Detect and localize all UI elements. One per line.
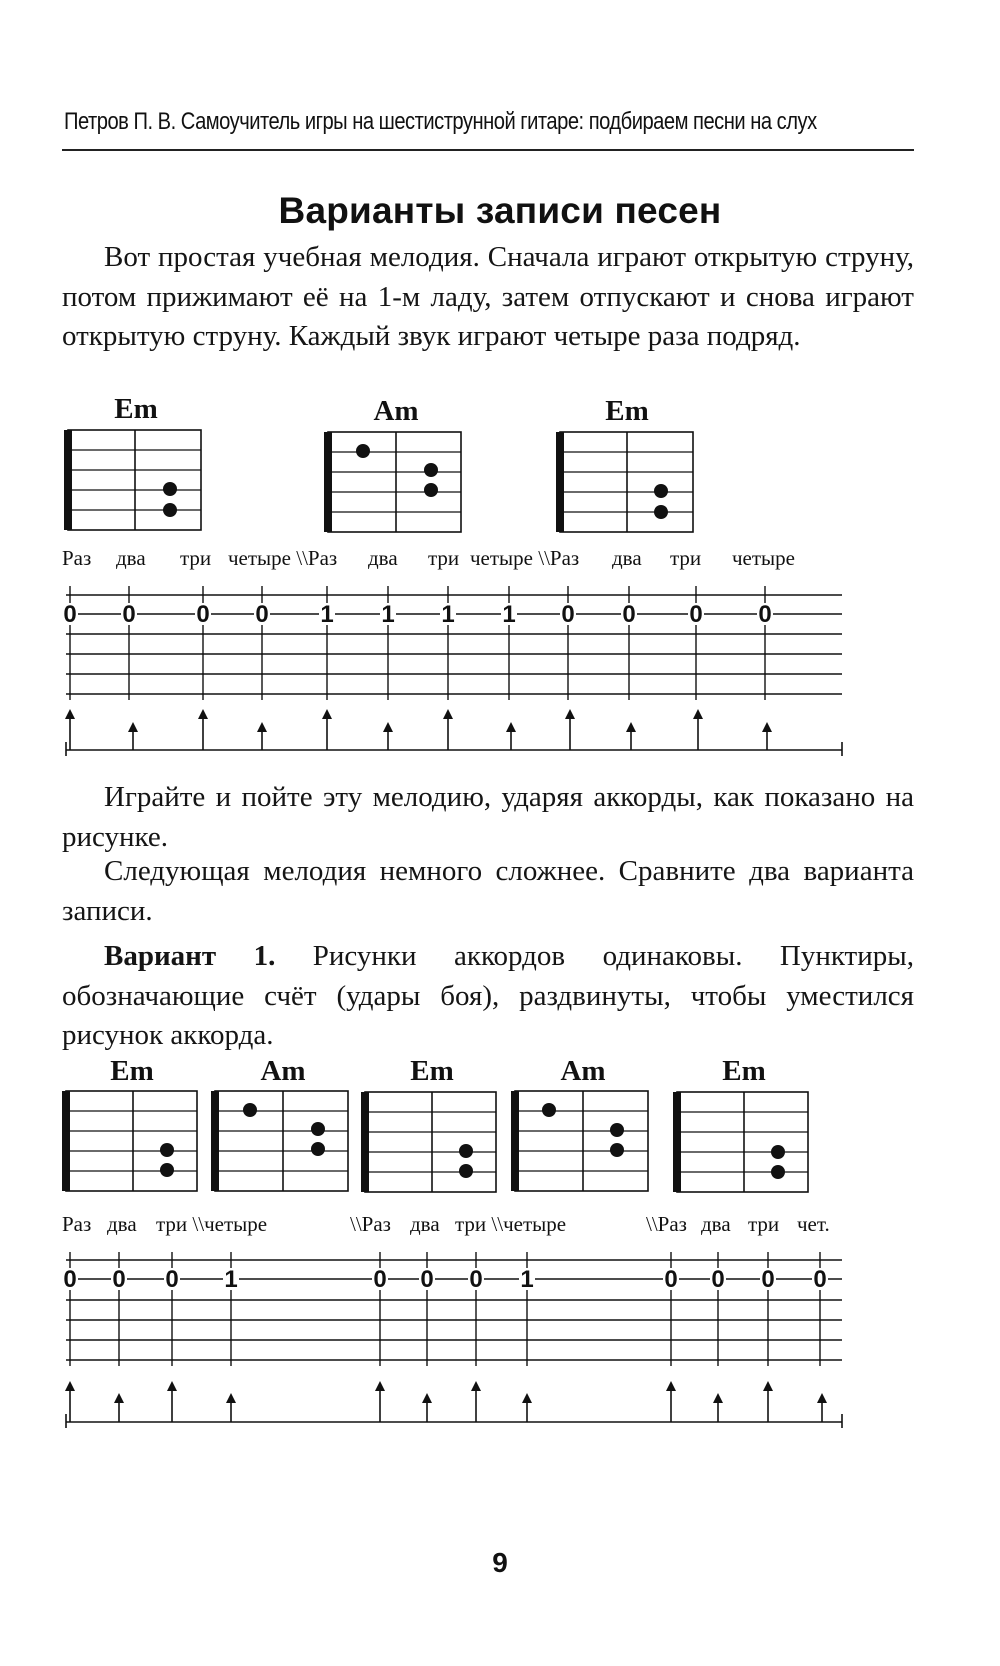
ex2-chord-diagram-4 <box>515 1091 648 1191</box>
ex2-chord-diagram-3 <box>365 1092 496 1192</box>
ex2-count-9: три <box>748 1212 780 1236</box>
tab-fret: 1 <box>502 601 516 628</box>
ex2-count-4: \\Раз <box>350 1212 391 1236</box>
ex2-count-5: два <box>410 1212 440 1236</box>
tab-fret: 0 <box>420 1266 434 1293</box>
section-title: Варианты записи песен <box>278 190 722 231</box>
finger-dot <box>424 483 438 497</box>
ex2-chord-name-2: Am <box>260 1055 306 1087</box>
ex2-chord-diagram-2 <box>215 1091 348 1191</box>
tab-fret: 1 <box>381 601 395 628</box>
ex1-count-7: четыре \\Раз <box>470 546 580 570</box>
ex2-chord-name-3: Em <box>410 1055 454 1087</box>
finger-dot <box>243 1103 257 1117</box>
finger-dot <box>771 1145 785 1159</box>
tab-fret: 1 <box>224 1266 238 1293</box>
finger-dot <box>424 463 438 477</box>
tab-fret: 0 <box>63 601 77 628</box>
variant-1-label: Вариант 1. <box>104 940 276 972</box>
finger-dot <box>610 1143 624 1157</box>
finger-dot <box>160 1143 174 1157</box>
tab-fret: 0 <box>373 1266 387 1293</box>
finger-dot <box>542 1103 556 1117</box>
tab-fret: 0 <box>711 1266 725 1293</box>
finger-dot <box>654 505 668 519</box>
ex1-count-9: три <box>670 546 702 570</box>
ex2-count-1: Раз <box>62 1212 92 1236</box>
page-number: 9 <box>492 1547 508 1578</box>
tab-fret: 0 <box>469 1266 483 1293</box>
ex2-chord-diagram-1 <box>66 1091 197 1191</box>
tab-fret: 0 <box>622 601 636 628</box>
ex1-strum-arrows <box>66 714 842 756</box>
ex2-strum-arrows <box>66 1386 842 1428</box>
finger-dot <box>311 1142 325 1156</box>
tab-fret: 0 <box>196 601 210 628</box>
paragraph-play-sing: Играйте и пойте эту мелодию, ударяя аккорды, как показано на рисунке. <box>62 781 914 853</box>
ex1-count-10: четыре <box>732 546 795 570</box>
finger-dot <box>771 1165 785 1179</box>
ex1-chord-name-3: Em <box>605 395 649 427</box>
tab-fret: 0 <box>255 601 269 628</box>
ex1-count-6: три <box>428 546 460 570</box>
ex2-count-7: \\Раз <box>646 1212 687 1236</box>
ex1-chord-name-1: Em <box>114 393 158 425</box>
finger-dot <box>459 1144 473 1158</box>
ex1-chord-diagram-1 <box>68 430 201 530</box>
tab-fret: 0 <box>689 601 703 628</box>
finger-dot <box>163 482 177 496</box>
running-header: Петров П. В. Самоучитель игры на шестиструнной гитаре: подбираем песни на слух <box>64 108 817 135</box>
finger-dot <box>459 1164 473 1178</box>
tab-fret: 0 <box>758 601 772 628</box>
variant-1-text: Рисунки аккордов одинаковы. Пунктиры, обозначающие счёт (удары боя), раздвинуты, чтобы уместился рисунок аккорда. <box>62 940 914 1051</box>
ex2-count-8: два <box>701 1212 731 1236</box>
finger-dot <box>610 1123 624 1137</box>
ex2-count-6: три \\четыре <box>455 1212 567 1236</box>
tab-fret: 0 <box>165 1266 179 1293</box>
ex1-chord-name-2: Am <box>373 395 419 427</box>
ex2-count-10: чет. <box>797 1212 830 1236</box>
ex1-chord-diagram-2 <box>328 432 461 532</box>
ex1-count-4: четыре \\Раз <box>228 546 338 570</box>
tab-fret: 1 <box>320 601 334 628</box>
tab-fret: 1 <box>441 601 455 628</box>
finger-dot <box>160 1163 174 1177</box>
tab-fret: 0 <box>561 601 575 628</box>
tab-fret: 0 <box>813 1266 827 1293</box>
finger-dot <box>163 503 177 517</box>
tab-fret: 0 <box>761 1266 775 1293</box>
ex1-count-5: два <box>368 546 398 570</box>
ex1-chord-diagram-3 <box>560 432 693 532</box>
finger-dot <box>654 484 668 498</box>
tab-fret: 0 <box>664 1266 678 1293</box>
ex2-chord-diagram-5 <box>677 1092 808 1192</box>
tab-fret: 0 <box>112 1266 126 1293</box>
paragraph-intro: Вот простая учебная мелодия. Сначала играют открытую струну, потом прижимают её на 1-м ладу, затем отпускают и снова играют открытую струну. Каждый звук играют четыре раза подряд. <box>62 241 914 352</box>
tab-fret: 1 <box>520 1266 534 1293</box>
ex1-count-2: два <box>116 546 146 570</box>
finger-dot <box>356 444 370 458</box>
ex2-chord-name-5: Em <box>722 1055 766 1087</box>
tab-fret: 0 <box>122 601 136 628</box>
ex2-chord-name-4: Am <box>560 1055 606 1087</box>
ex2-count-2: два <box>107 1212 137 1236</box>
ex2-count-3: три \\четыре <box>156 1212 268 1236</box>
ex1-count-1: Раз <box>62 546 92 570</box>
ex1-count-3: три <box>180 546 212 570</box>
ex1-count-8: два <box>612 546 642 570</box>
paragraph-next-melody: Следующая мелодия немного сложнее. Сравните два варианта записи. <box>62 855 914 927</box>
tab-fret: 0 <box>63 1266 77 1293</box>
finger-dot <box>311 1122 325 1136</box>
ex2-chord-name-1: Em <box>110 1055 154 1087</box>
